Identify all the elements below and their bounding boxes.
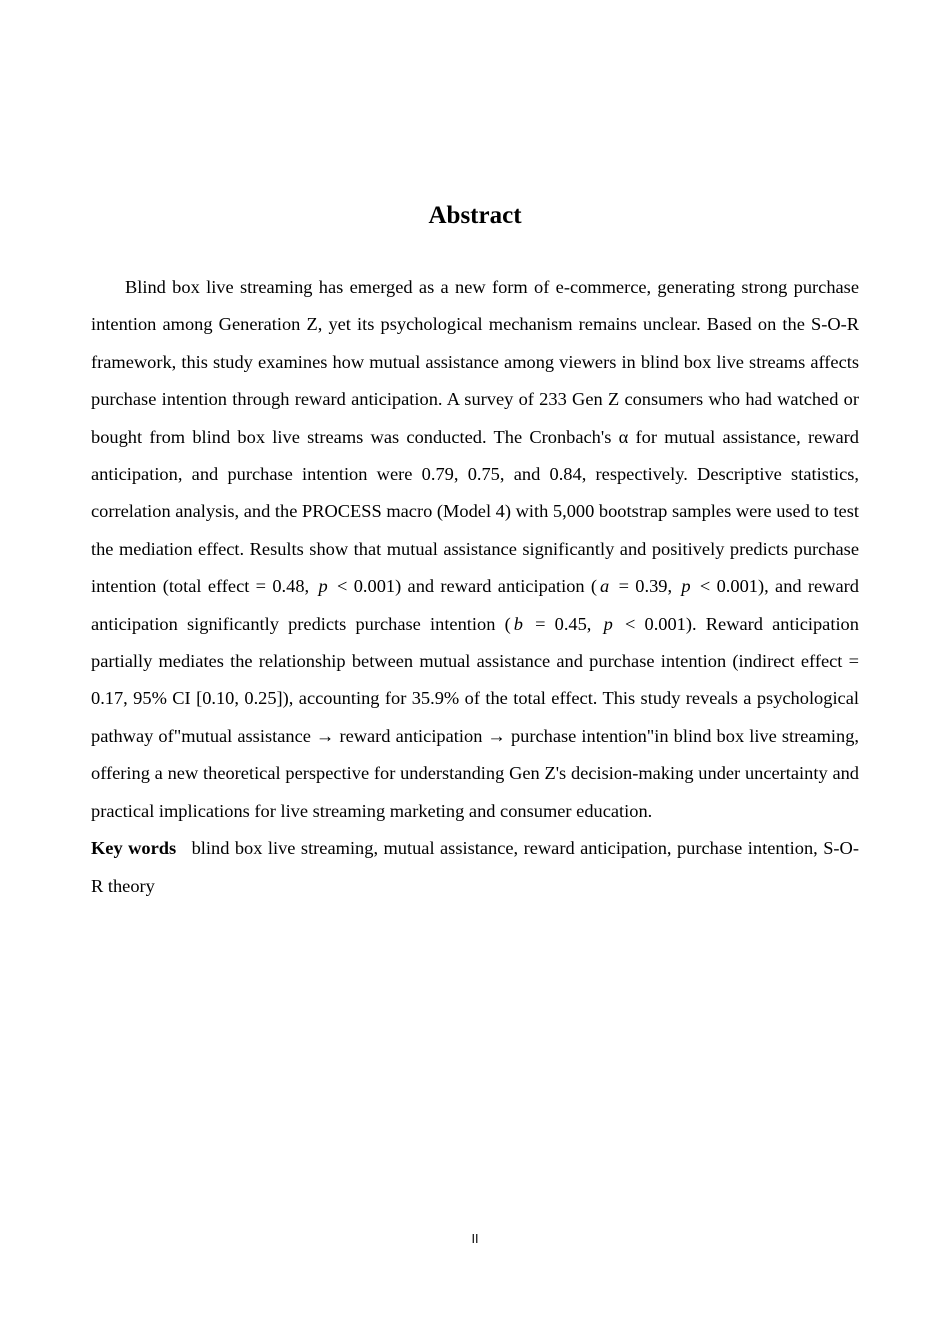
p-symbol: p [681,576,691,597]
a-symbol: a [600,576,610,597]
abstract-text-part-3: = 0.39, [618,576,673,597]
abstract-text-part-4: < 0.001), and reward anticipation significantly predicts purchase intention ( [91,576,859,634]
b-symbol: b [513,613,523,634]
abstract-text-part-1: Blind box live streaming has emerged as a new form of e-commerce, generating strong purchase intention among Generation Z, yet its psychological mechanism remains unclear. Based on the S-O-R framework, this study examines how mutual assistance among viewers in blind box live streams affects purchase intention through reward anticipation. A survey of 233 Gen Z consumers who had watched or bought from blind box live streams was conducted. The Cronbach's α for mutual assistance, reward anticipation, and purchase intention were 0.79, 0.75, and 0.84, respectively. Descriptive statistics, correlation analysis, and the PROCESS macro (Model 4) with 5,000 bootstrap samples were used to test the mediation effect. Results show that mutual assistance significantly and positively predicts purchase intention (total effect = 0.48, [91,277,859,597]
abstract-text-part-5: = 0.45, [535,613,592,634]
abstract-text-part-6: < 0.001). Reward anticipation partially mediates the relationship between mutual assistance and purchase intention (indirect effect = 0.17, 95% CI [0.10, 0.25]), accounting for 35.9% of the total effect. This study reveals a psychological pathway of"mutual assistance → reward anticipation → purchase intention"in blind box live streaming, offering a new theoretical perspective for understanding Gen Z's decision-making under uncertainty and practical implications for live streaming marketing and consumer education. [91,613,859,821]
keywords-line [91,830,859,905]
p-symbol: p [318,576,328,597]
abstract-title: Abstract [428,202,522,229]
keywords-label: Key words [91,838,177,859]
page-number: II [471,1232,479,1246]
p-symbol: p [603,613,613,634]
abstract-text-part-2: < 0.001) and reward anticipation ( [337,576,598,597]
keywords-list: blind box live streaming, mutual assistance, reward anticipation, purchase intention, S-O-R theory [91,838,859,896]
abstract-body [91,269,859,905]
abstract-paragraph [91,269,859,830]
